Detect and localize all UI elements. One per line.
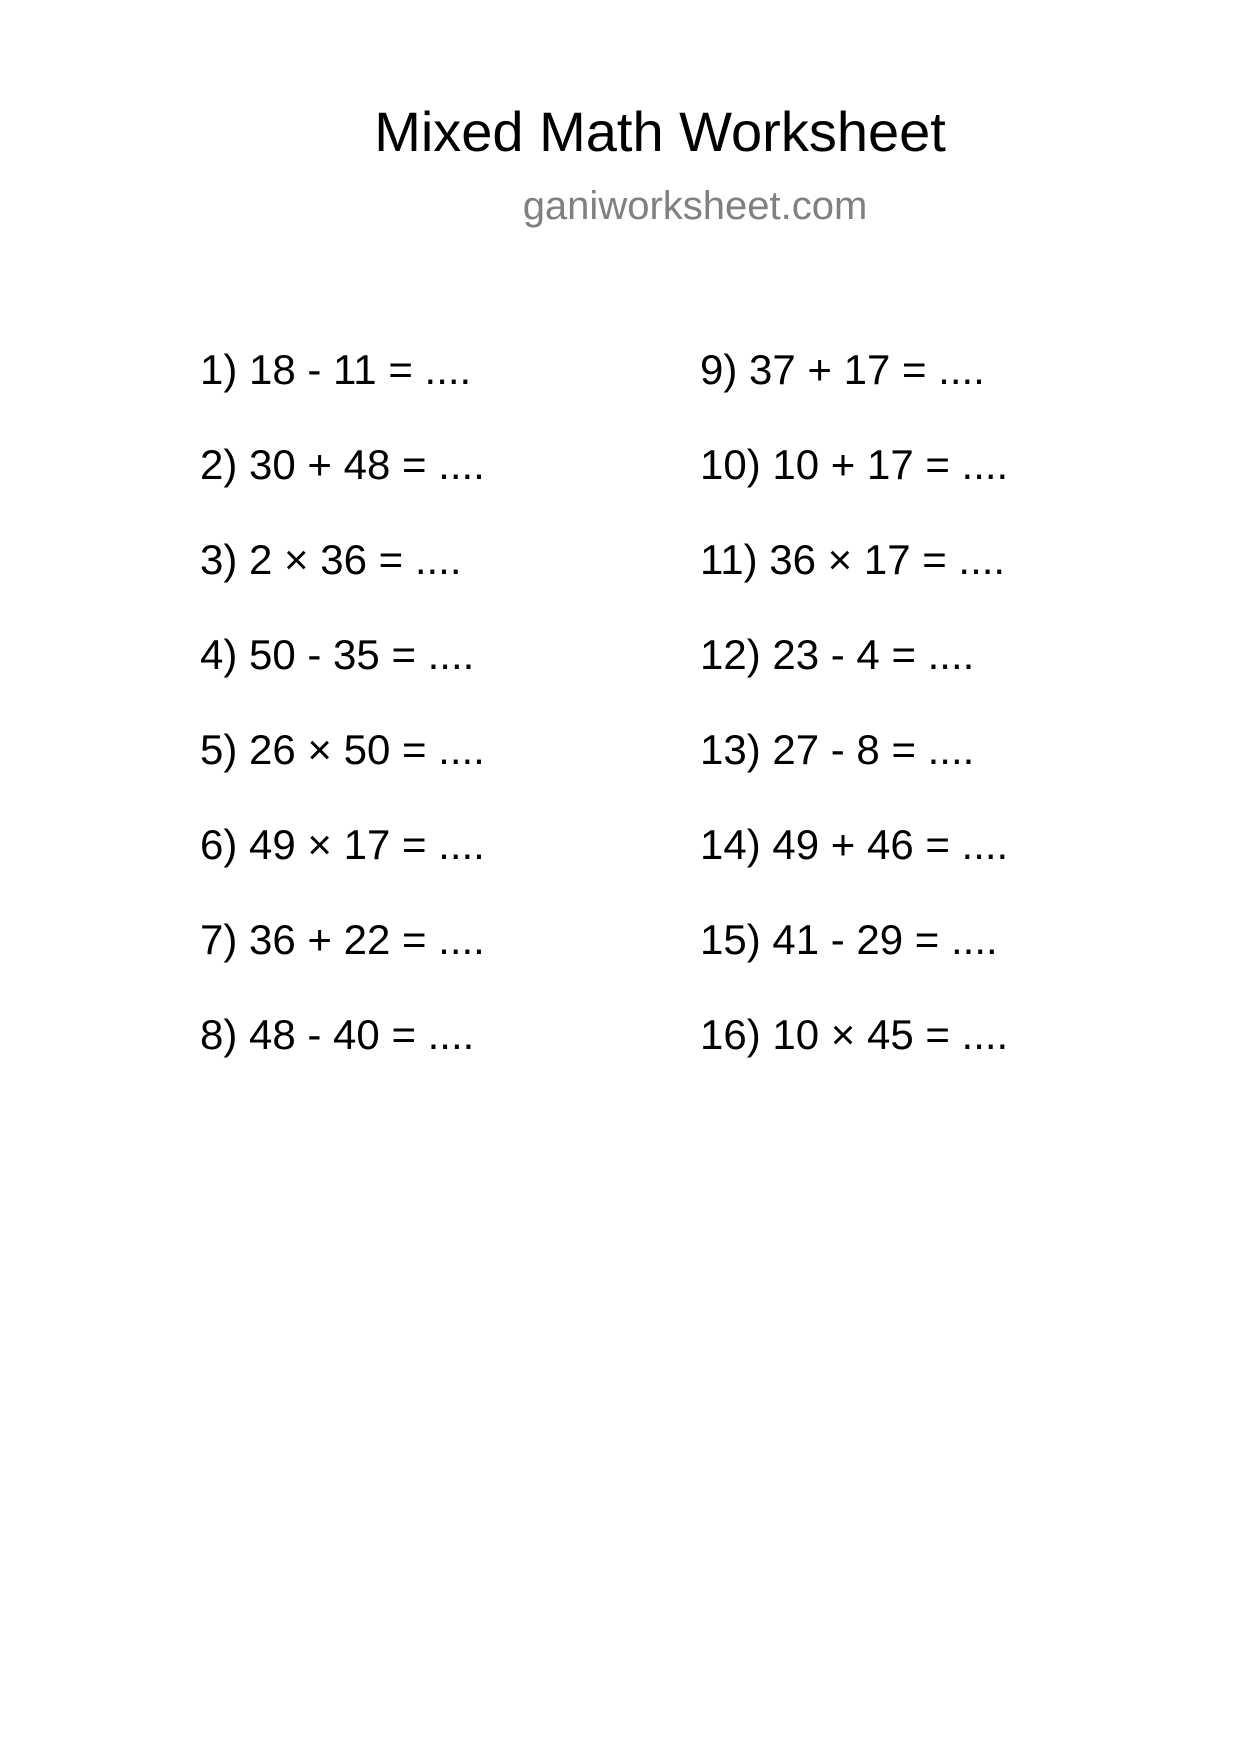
math-problem: 13) 27 - 8 = .... [700,726,975,773]
math-problem: 10) 10 + 17 = .... [700,441,1009,488]
math-problem: 4) 50 - 35 = .... [200,631,475,678]
math-problem: 8) 48 - 40 = .... [200,1011,475,1058]
math-problem: 15) 41 - 29 = .... [700,916,998,963]
problem-column-left [200,346,485,1106]
problem-column-right [700,346,1008,1106]
math-problem: 9) 37 + 17 = .... [700,346,985,393]
math-problem: 12) 23 - 4 = .... [700,631,975,678]
worksheet-title: Mixed Math Worksheet [374,100,946,163]
math-problem: 1) 18 - 11 = .... [200,346,472,393]
website-credit: ganiworksheet.com [522,184,868,228]
math-problem: 11) 36 × 17 = .... [700,536,1006,583]
math-problem: 3) 2 × 36 = .... [200,536,462,583]
math-problem: 14) 49 + 46 = .... [700,821,1009,868]
math-problem: 5) 26 × 50 = .... [200,726,485,773]
math-problem: 7) 36 + 22 = .... [200,916,485,963]
math-problem: 16) 10 × 45 = .... [700,1011,1009,1058]
math-problem: 2) 30 + 48 = .... [200,441,485,488]
math-problem: 6) 49 × 17 = .... [200,821,485,868]
